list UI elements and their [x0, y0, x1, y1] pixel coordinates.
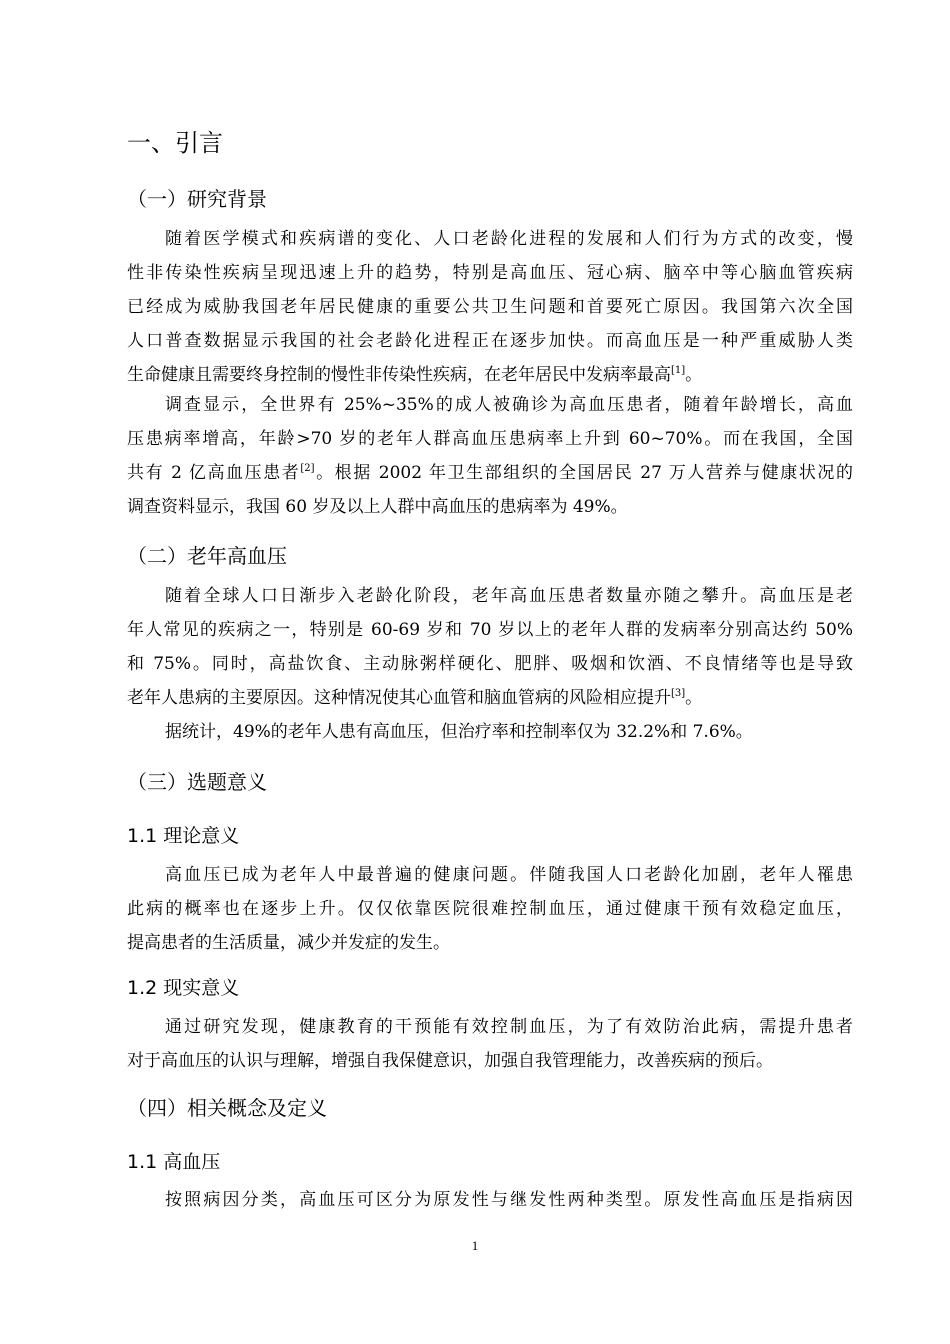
text-line: 按照病因分类，高血压可区分为原发性与继发性两种类型。原发性高血压是指病因: [165, 1190, 853, 1210]
text-line: 人口普查数据显示我国的社会老龄化进程正在逐步加快。而高血压是一种严重威胁人类: [127, 331, 853, 351]
text-line: 压患病率增高，年龄>70 岁的老年人群高血压患病率上升到 60~70%。而在我国，全国: [127, 429, 853, 449]
paragraph: [127, 579, 853, 715]
paragraph: [127, 222, 853, 392]
text-line: 据统计，49%的老年人患有高血压，但治疗率和控制率仅为 32.2%和 7.6%。: [165, 722, 753, 742]
text-line: 随着全球人口日渐步入老龄化阶段，老年高血压患者数量亦随之攀升。高血压是老: [165, 586, 853, 606]
text-line: 和 75%。同时，高盐饮食、主动脉粥样硬化、肥胖、吸烟和饮酒、不良情绪等也是导致: [127, 654, 853, 674]
text-run: 老年人患病的主要原因。这种情况使其心血管和脑血管病的风险相应提升: [127, 688, 671, 708]
text-run: 。: [685, 365, 703, 385]
text-run: 生命健康且需要终身控制的慢性非传染性疾病，在老年居民中发病率最高: [127, 365, 671, 385]
citation-ref: [1]: [671, 365, 686, 376]
subsection-title-practical: 1.2 现实意义: [127, 977, 240, 999]
text-run: 共有 2 亿高血压患者: [127, 463, 301, 483]
paragraph: [127, 1010, 853, 1078]
text-line: 调查显示，全世界有 25%~35%的成人被确诊为高血压患者，随着年龄增长，高血: [165, 395, 853, 415]
subsection-title-theoretical: 1.1 理论意义: [127, 825, 240, 847]
text-line: [127, 358, 853, 392]
text-line: [127, 681, 853, 715]
paragraph: [127, 715, 853, 749]
text-line: 此病的概率也在逐步上升。仅仅依靠医院很难控制血压，通过健康干预有效稳定血压，: [127, 899, 853, 919]
text-line: 随着医学模式和疾病谱的变化、人口老龄化进程的发展和人们行为方式的改变，慢: [165, 229, 853, 249]
text-line: 对于高血压的认识与理解，增强自我保健意识，加强自我管理能力，改善疾病的预后。: [127, 1051, 773, 1071]
text-line: 提高患者的生活质量，减少并发症的发生。: [127, 933, 450, 953]
citation-ref: [2]: [300, 463, 315, 474]
text-line: 已经成为威胁我国老年居民健康的重要公共卫生问题和首要死亡原因。我国第六次全国: [127, 297, 853, 317]
section-title-concepts: （四）相关概念及定义: [127, 1096, 327, 1120]
text-line: 年人常见的疾病之一，特别是 60-69 岁和 70 岁以上的老年人群的发病率分别高达约 50%: [127, 620, 853, 640]
section-title-significance: （三）选题意义: [127, 770, 267, 794]
text-line: 性非传染性疾病呈现迅速上升的趋势，特别是高血压、冠心病、脑卒中等心脑血管疾病: [127, 263, 853, 283]
text-line: 调查资料显示，我国 60 岁及以上人群中高血压的患病率为 49%。: [127, 497, 628, 517]
paragraph: [127, 388, 853, 524]
page-number: 1: [471, 1238, 479, 1253]
paragraph: [127, 858, 853, 960]
section-title-elderly-hypertension: （二）老年高血压: [127, 544, 287, 568]
text-line: 通过研究发现，健康教育的干预能有效控制血压，为了有效防治此病，需提升患者: [165, 1017, 853, 1037]
text-run: 。: [685, 688, 703, 708]
citation-ref: [3]: [671, 688, 686, 699]
text-run: 。根据 2002 年卫生部组织的全国居民 27 万人营养与健康状况的: [314, 463, 854, 483]
paragraph: [127, 1183, 853, 1217]
section-title-research-background: （一）研究背景: [127, 187, 267, 211]
subsection-title-hypertension: 1.1 高血压: [127, 1151, 221, 1173]
text-line: [127, 456, 853, 490]
text-line: 高血压已成为老年人中最普遍的健康问题。伴随我国人口老龄化加剧，老年人罹患: [165, 865, 853, 885]
chapter-heading: 一、引言: [127, 129, 223, 157]
